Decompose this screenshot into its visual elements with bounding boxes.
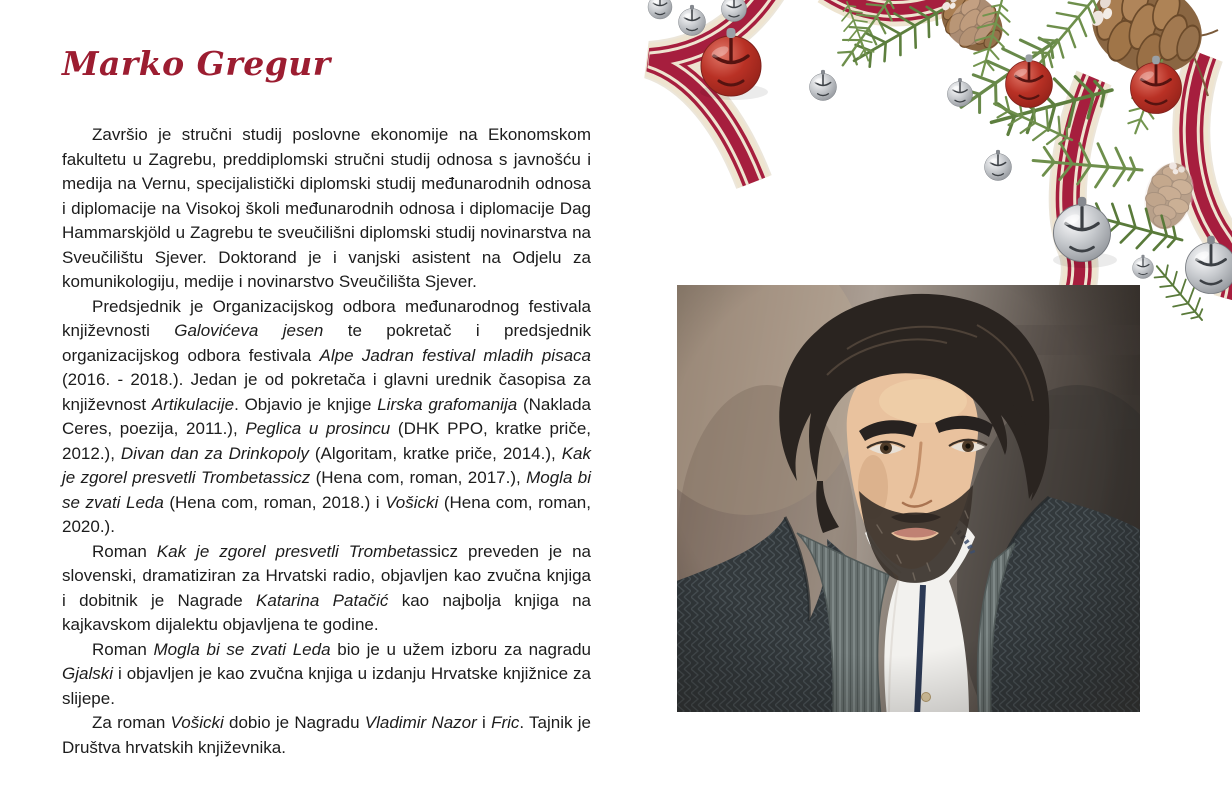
bio-paragraph: Za roman Vošicki dobio je Nagradu Vladimir Nazor i Fric. Tajnik je Društva hrvatskih književnika. bbox=[62, 713, 591, 757]
bio-text-column bbox=[62, 46, 591, 760]
bio-paragraph: Roman Mogla bi se zvati Leda bio je u užem izboru za nagradu Gjalski i objavljen je kao zvučna knjiga u izdanju Hrvatske knjižnice za slijepe. bbox=[62, 639, 591, 708]
portrait-photo bbox=[677, 285, 1140, 712]
bio-text bbox=[62, 123, 591, 760]
bio-paragraph: Završio je stručni studij poslovne ekonomije na Ekonomskom fakultetu u Zagrebu, preddiplomski stručni studij odnosa s javnošću i medija na Vernu, specijalistički diplomski studij međunarodnih odnosa i diplomacije na Visokoj školi međunarodnih odnosa i diplomacije Dag Hammarskjöld u Zagrebu te sveučilišni diplomski studij novinarstva na Sveučilištu Sjever. Doktorand je i vanjski asistent na Odjelu za komunikologiju, medije i novinarstvo Sveučilišta Sjever. bbox=[62, 125, 591, 292]
bio-paragraph: Predsjednik je Organizacijskog odbora međunarodnog festivala književnosti Galovićeva jesen te pokretač i predsjednik organizacijskog odbora festivala Alpe Jadran festival mladih pisaca (2016. - 2018.). Jedan je od pokretača i glavni urednik časopisa za književnost Artikulacije. Objavio je knjige Lirska grafomanija (Naklada Ceres, poezija, 2011.), Peglica u prosincu (DHK PPO, kratke priče, 2012.), Divan dan za Drinkopoly (Algoritam, kratke priče, 2014.), Kak je zgorel presvetli Trombetassicz (Hena com, roman, 2017.), Mogla bi se zvati Leda (Hena com, roman, 2018.) i Vošicki (Hena com, roman, 2020.). bbox=[62, 296, 592, 537]
page-title: Marko Gregur bbox=[62, 44, 331, 83]
bio-paragraph: Roman Kak je zgorel presvetli Trombetassicz preveden je na slovenski, dramatiziran za Hrvatski radio, objavljen kao zvučna knjiga i dobitnik je Nagrade Katarina Patačić kao najbolja knjiga na kajkavskom dijalektu objavljena te godine. bbox=[62, 541, 591, 635]
